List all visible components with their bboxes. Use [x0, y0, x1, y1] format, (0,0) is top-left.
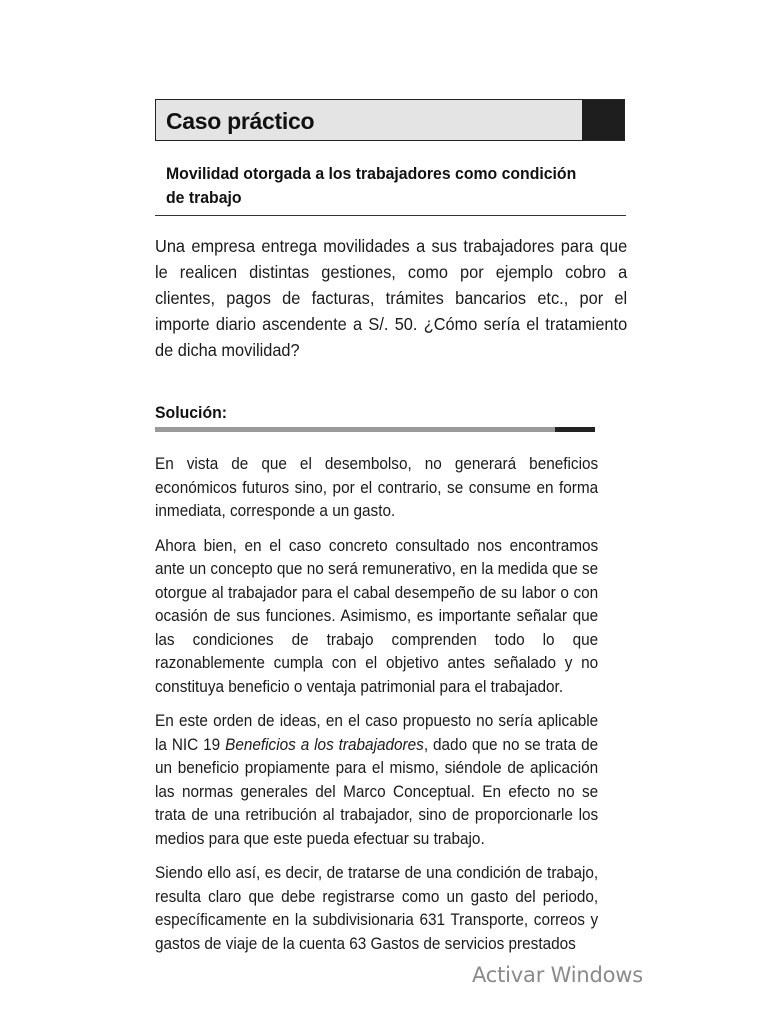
- subtitle-divider: [155, 215, 626, 216]
- case-title: Caso práctico: [166, 108, 315, 134]
- solution-paragraph-4: Siendo ello así, es decir, de tratarse de una condición de trabajo, resulta claro que debe registrarse como un gasto del periodo, específicamente en la subdivisionaria 631 Transporte, correos y gastos de viaje de la cuenta 63 Gastos de servicios prestados: [155, 864, 599, 953]
- solution-heading: Solución:: [155, 403, 228, 422]
- paragraph-3-lead: En este orden de ideas, en el caso propuesto no sería aplicable la NIC 19: [155, 712, 599, 754]
- solution-paragraph-2: Ahora bien, en el caso concreto consultado nos encontramos ante un concepto que no será remunerativo, en la medida que se otorgue al trabajador para el cabal desempeño de su labor o con ocasión de sus funciones. Asimismo, es importante señalar que las condiciones de trabajo comprenden todo lo que razonablemente cumpla con el objetivo antes señalado y no constituya beneficio o ventaja patrimonial para el trabajador.: [155, 536, 599, 696]
- solution-body: [155, 453, 598, 967]
- solution-paragraph-3: [155, 710, 598, 851]
- solution-paragraph-1: En vista de que el desembolso, no generará beneficios económicos futuros sino, por el contrario, se consume en forma inmediata, corresponde a un gasto.: [155, 455, 599, 520]
- solution-bar-dark-segment: [555, 427, 595, 432]
- header-dark-block: [582, 100, 624, 140]
- case-subtitle: Movilidad otorgada a los trabajadores como condición de trabajo: [166, 164, 577, 207]
- nic19-title: Beneficios a los trabajadores: [225, 735, 424, 754]
- windows-activation-watermark: Activar Windows: [472, 963, 643, 987]
- case-question: Una empresa entrega movilidades a sus trabajadores para que le realicen distintas gestiones, como por ejemplo cobro a clientes, pagos de facturas, trámites bancarios etc., por el importe diario ascendente a S/. 50. ¿Cómo sería el tratamiento de dicha movilidad?: [155, 236, 628, 360]
- paragraph-3-tail: , dado que no se trata de un beneficio propiamente para el mismo, siéndole de aplicación las normas generales del Marco Conceptual. En efecto no se trata de una retribución al trabajador, sino de proporcionarle los medios para que este pueda efectuar su trabajo.: [155, 735, 599, 848]
- case-header-box: [155, 99, 625, 141]
- solution-divider-bar: [155, 427, 595, 432]
